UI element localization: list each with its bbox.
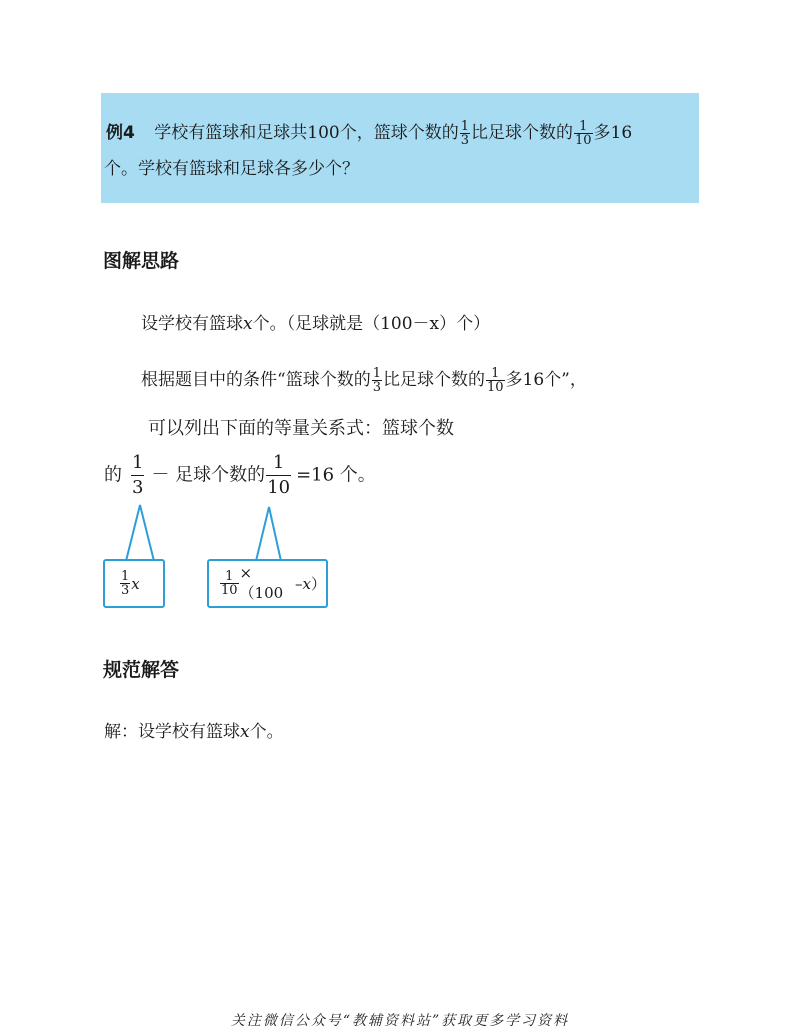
equation-text-a: 的 [104,464,122,486]
callout-right-minus: – [295,574,303,593]
paragraph-3: 可以列出下面的等量关系式：篮球个数 [148,418,454,439]
problem-text-1b: 比足球个数的 [470,123,573,143]
fraction-numerator: 1 [372,366,381,381]
paragraph-2-text-b: 比足球个数的 [382,370,485,390]
callout-box-left [103,559,165,608]
callout-left-fraction [120,570,130,597]
equation-text-c: =16 个。 [296,464,376,486]
fraction-numerator: 1 [121,569,130,584]
section-title-diagram: 图解思路 [103,250,180,272]
paragraph-1-text-b: 个。（足球就是（100－x）个） [252,314,491,334]
paragraph-1-text-a: 设学校有篮球 [141,314,243,334]
fraction-denominator: 3 [460,133,469,148]
fraction-numerator: 1 [491,366,500,381]
fraction-numerator: 1 [132,452,144,473]
fraction-numerator: 1 [225,569,234,584]
variable-x: x [131,574,140,593]
fraction-denominator: 10 [267,477,291,498]
fraction-denominator: 10 [574,133,592,148]
callout-right-text-c: ） [310,575,326,593]
fraction-numerator: 1 [272,452,285,473]
callout-pointer-left [126,505,154,561]
variable-x: x [240,722,250,742]
fraction-denominator: 10 [486,380,504,395]
variable-x: x [243,314,253,334]
fraction-denominator: 3 [372,380,381,395]
callout-pointer-right [256,507,281,561]
problem-text-1c: 多16 [593,123,633,143]
fraction-numerator: 1 [579,119,588,134]
callout-box-right [207,559,328,608]
callout-right-text-a: ×（100 [239,564,284,602]
answer-text-a: 解：设学校有篮球 [104,722,240,742]
problem-label: 例4 [106,123,135,143]
fraction-denominator: 3 [121,583,130,598]
paragraph-2-text-c: 多16个”， [505,370,587,390]
fraction-numerator: 1 [460,119,469,134]
section-title-answer: 规范解答 [103,659,180,681]
footer-note: 关注微信公众号“教辅资料站”获取更多学习资料 [230,1013,570,1029]
fraction-denominator: 3 [132,477,144,498]
fraction-denominator: 10 [221,583,238,598]
variable-x: x [302,574,311,593]
problem-text-1a: 学校有篮球和足球共100个，篮球个数的 [154,123,459,143]
problem-line-2: 个。学校有篮球和足球各多少个？ [104,159,359,179]
callout-right-fraction [220,570,239,597]
paragraph-2-text-a: 根据题目中的条件“篮球个数的 [141,370,371,390]
equation-text-b: － 足球个数的 [151,464,266,486]
answer-text-b: 个。 [249,722,284,742]
answer-line [104,724,284,741]
